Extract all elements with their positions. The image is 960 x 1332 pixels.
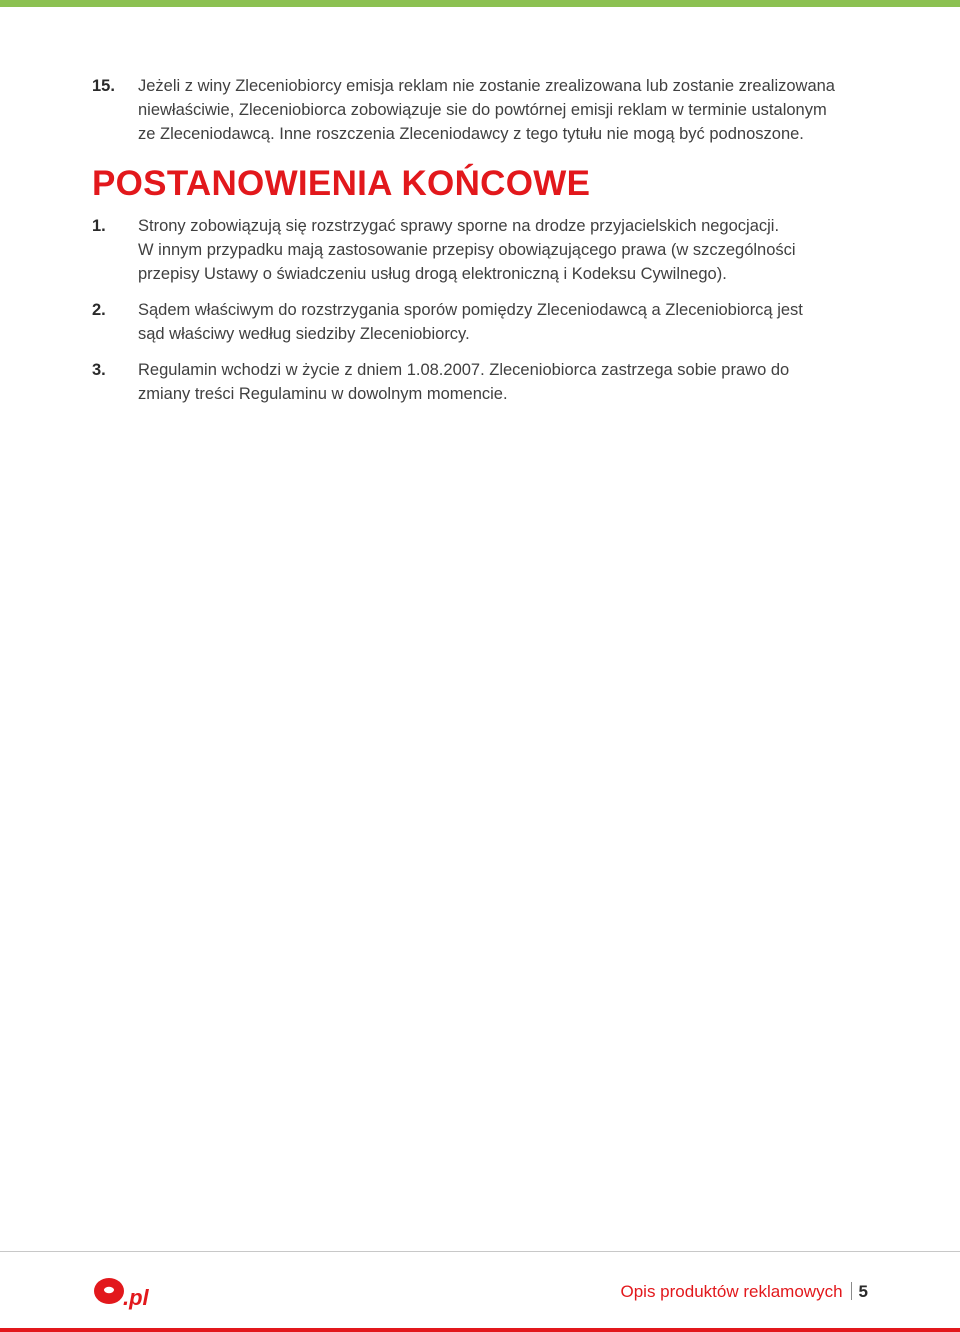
list-item (92, 214, 882, 286)
item-line: ze Zleceniodawcą. Inne roszczenia Zleceniodawcy z tego tytułu nie mogą być podnoszone. (138, 125, 804, 143)
item-text (138, 214, 882, 286)
footer-title-block (621, 1280, 869, 1304)
item-line: przepisy Ustawy o świadczeniu usług drogą elektroniczną i Kodeksu Cywilnego). (138, 265, 727, 283)
item-number: 1. (92, 217, 106, 235)
list-item (92, 298, 882, 346)
item-number: 15. (92, 77, 115, 95)
item-line: Jeżeli z winy Zleceniobiorcy emisja reklam nie zostanie zrealizowana lub zostanie zrealizowana (138, 77, 835, 95)
page-number: 5 (858, 1282, 868, 1301)
section-heading: POSTANOWIENIA KOŃCOWE (92, 164, 591, 203)
footer-divider (0, 1251, 960, 1252)
item-number: 2. (92, 301, 106, 319)
logo-text: .pl (123, 1285, 149, 1310)
item-text (138, 358, 882, 406)
item-line: sąd właściwy według siedziby Zleceniobiorcy. (138, 325, 470, 343)
list-item (92, 358, 882, 406)
footer-title: Opis produktów reklamowych (620, 1282, 843, 1301)
bottom-accent-bar (0, 1328, 960, 1332)
item-number: 3. (92, 361, 106, 379)
item-line: niewłaściwie, Zleceniobiorca zobowiązuje sie do powtórnej emisji reklam w terminie ustalonym (138, 101, 827, 119)
item-line: zmiany treści Regulaminu w dowolnym momencie. (138, 385, 508, 403)
item-line: Strony zobowiązują się rozstrzygać sprawy sporne na drodze przyjacielskich negocjacji. (138, 217, 780, 235)
document-content (92, 74, 882, 418)
list-item (92, 74, 882, 146)
item-text (138, 74, 882, 146)
item-line: Regulamin wchodzi w życie z dniem 1.08.2007. Zleceniobiorca zastrzega sobie prawo do (138, 361, 790, 379)
item-line: Sądem właściwym do rozstrzygania sporów pomiędzy Zleceniodawcą a Zleceniobiorcą jest (138, 301, 803, 319)
top-accent-bar (0, 0, 960, 7)
item-text (138, 298, 882, 346)
item-line: W innym przypadku mają zastosowanie przepisy obowiązującego prawa (w szczególności (138, 241, 796, 259)
o-logo-icon (92, 1274, 162, 1310)
footer-separator (851, 1282, 852, 1300)
